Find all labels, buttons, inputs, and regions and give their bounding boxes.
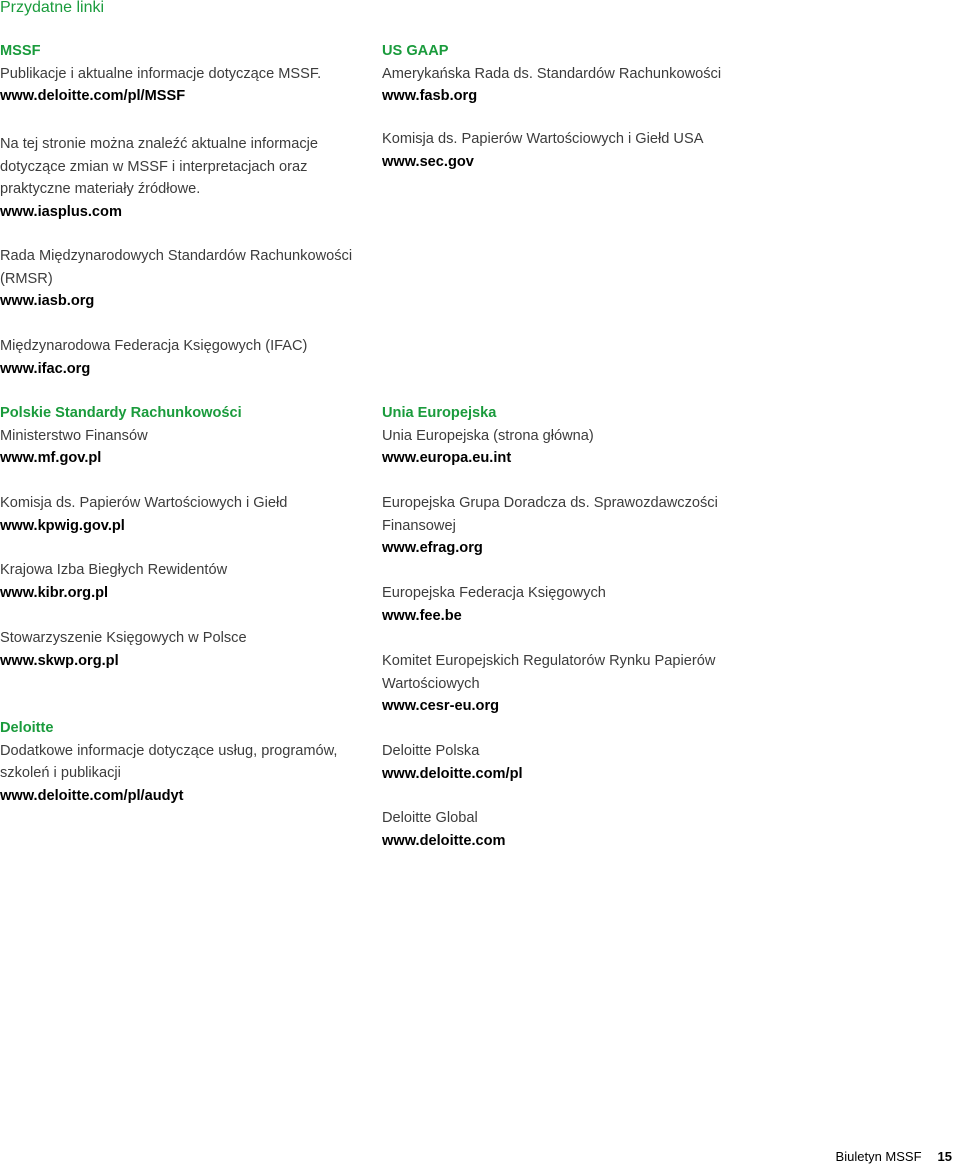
deloitte-description-line2: szkoleń i publikacji	[0, 765, 121, 781]
sec-section	[382, 128, 703, 173]
efrag-description-line2: Finansowej	[382, 517, 456, 534]
ifac-link[interactable]: www.ifac.org	[0, 360, 91, 377]
usgaap-section	[382, 40, 721, 108]
usgaap-heading: US GAAP	[382, 43, 449, 59]
mssf-section	[0, 40, 321, 108]
efrag-description-line1: Europejska Grupa Doradcza ds. Sprawozdawczości	[382, 495, 718, 511]
kpwig-section	[0, 492, 287, 537]
iasplus-description-line3: praktyczne materiały źródłowe.	[0, 181, 201, 197]
iasplus-description-line2: dotyczące zmian w MSSF i interpretacjach oraz	[0, 158, 308, 175]
page-number: 15	[937, 1149, 952, 1164]
ifac-section	[0, 335, 307, 380]
deloitte-global-link[interactable]: www.deloitte.com	[382, 832, 506, 849]
cesr-description-line1: Komitet Europejskich Regulatorów Rynku Papierów	[382, 653, 716, 669]
efrag-section	[382, 492, 718, 560]
deloitte-global-description: Deloitte Global	[382, 810, 478, 826]
deloitte-polska-description: Deloitte Polska	[382, 743, 480, 759]
deloitte-global-section	[382, 807, 506, 852]
page-title: Przydatne linki	[0, 0, 105, 16]
psr-link[interactable]: www.mf.gov.pl	[0, 450, 102, 466]
cesr-section	[382, 650, 715, 718]
kibr-section	[0, 559, 227, 604]
iasplus-link[interactable]: www.iasplus.com	[0, 203, 122, 220]
sec-description: Komisja ds. Papierów Wartościowych i Giełd USA	[382, 131, 704, 147]
europa-link[interactable]: www.europa.eu.int	[382, 450, 512, 466]
deloitte-heading: Deloitte	[0, 720, 54, 736]
fee-description: Europejska Federacja Księgowych	[382, 585, 606, 601]
iasb-section	[0, 245, 352, 313]
skwp-description: Stowarzyszenie Księgowych w Polsce	[0, 630, 247, 646]
deloitte-description-line1: Dodatkowe informacje dotyczące usług, programów,	[0, 742, 338, 759]
mssf-description: Publikacje i aktualne informacje dotyczące MSSF.	[0, 65, 322, 82]
usgaap-description: Amerykańska Rada ds. Standardów Rachunkowości	[382, 65, 722, 82]
deloitte-polska-section	[382, 740, 523, 785]
ue-description: Unia Europejska (strona główna)	[382, 427, 594, 444]
iasb-description-line2: (RMSR)	[0, 270, 53, 287]
kibr-description: Krajowa Izba Biegłych Rewidentów	[0, 562, 228, 578]
page-footer	[836, 1148, 952, 1166]
psr-section	[0, 402, 242, 470]
skwp-section	[0, 627, 247, 672]
deloitte-audit-link[interactable]: www.deloitte.com/pl/audyt	[0, 787, 184, 804]
kibr-link[interactable]: www.kibr.org.pl	[0, 584, 109, 601]
sec-link[interactable]: www.sec.gov	[382, 153, 474, 170]
kpwig-description: Komisja ds. Papierów Wartościowych i Giełd	[0, 495, 288, 511]
deloitte-section	[0, 717, 337, 807]
iasplus-section	[0, 133, 318, 223]
iasplus-description-line1: Na tej stronie można znaleźć aktualne informacje	[0, 136, 318, 152]
publication-name: Biuletyn MSSF	[835, 1149, 922, 1164]
efrag-link[interactable]: www.efrag.org	[382, 540, 483, 556]
psr-heading: Polskie Standardy Rachunkowości	[0, 405, 242, 421]
cesr-description-line2: Wartościowych	[382, 675, 480, 692]
ifac-description: Międzynarodowa Federacja Księgowych (IFAC)	[0, 338, 308, 354]
iasb-description-line1: Rada Międzynarodowych Standardów Rachunkowości	[0, 248, 353, 264]
psr-description: Ministerstwo Finansów	[0, 427, 148, 444]
iasb-link[interactable]: www.iasb.org	[0, 293, 95, 309]
cesr-link[interactable]: www.cesr-eu.org	[382, 698, 500, 714]
mssf-heading: MSSF	[0, 43, 41, 59]
mssf-link[interactable]: www.deloitte.com/pl/MSSF	[0, 88, 186, 104]
ue-section	[382, 402, 594, 470]
deloitte-polska-link[interactable]: www.deloitte.com/pl	[382, 765, 523, 782]
ue-heading: Unia Europejska	[382, 405, 497, 421]
kpwig-link[interactable]: www.kpwig.gov.pl	[0, 517, 125, 534]
fee-link[interactable]: www.fee.be	[382, 607, 462, 624]
skwp-link[interactable]: www.skwp.org.pl	[0, 652, 119, 669]
fee-section	[382, 582, 606, 627]
fasb-link[interactable]: www.fasb.org	[382, 88, 478, 104]
